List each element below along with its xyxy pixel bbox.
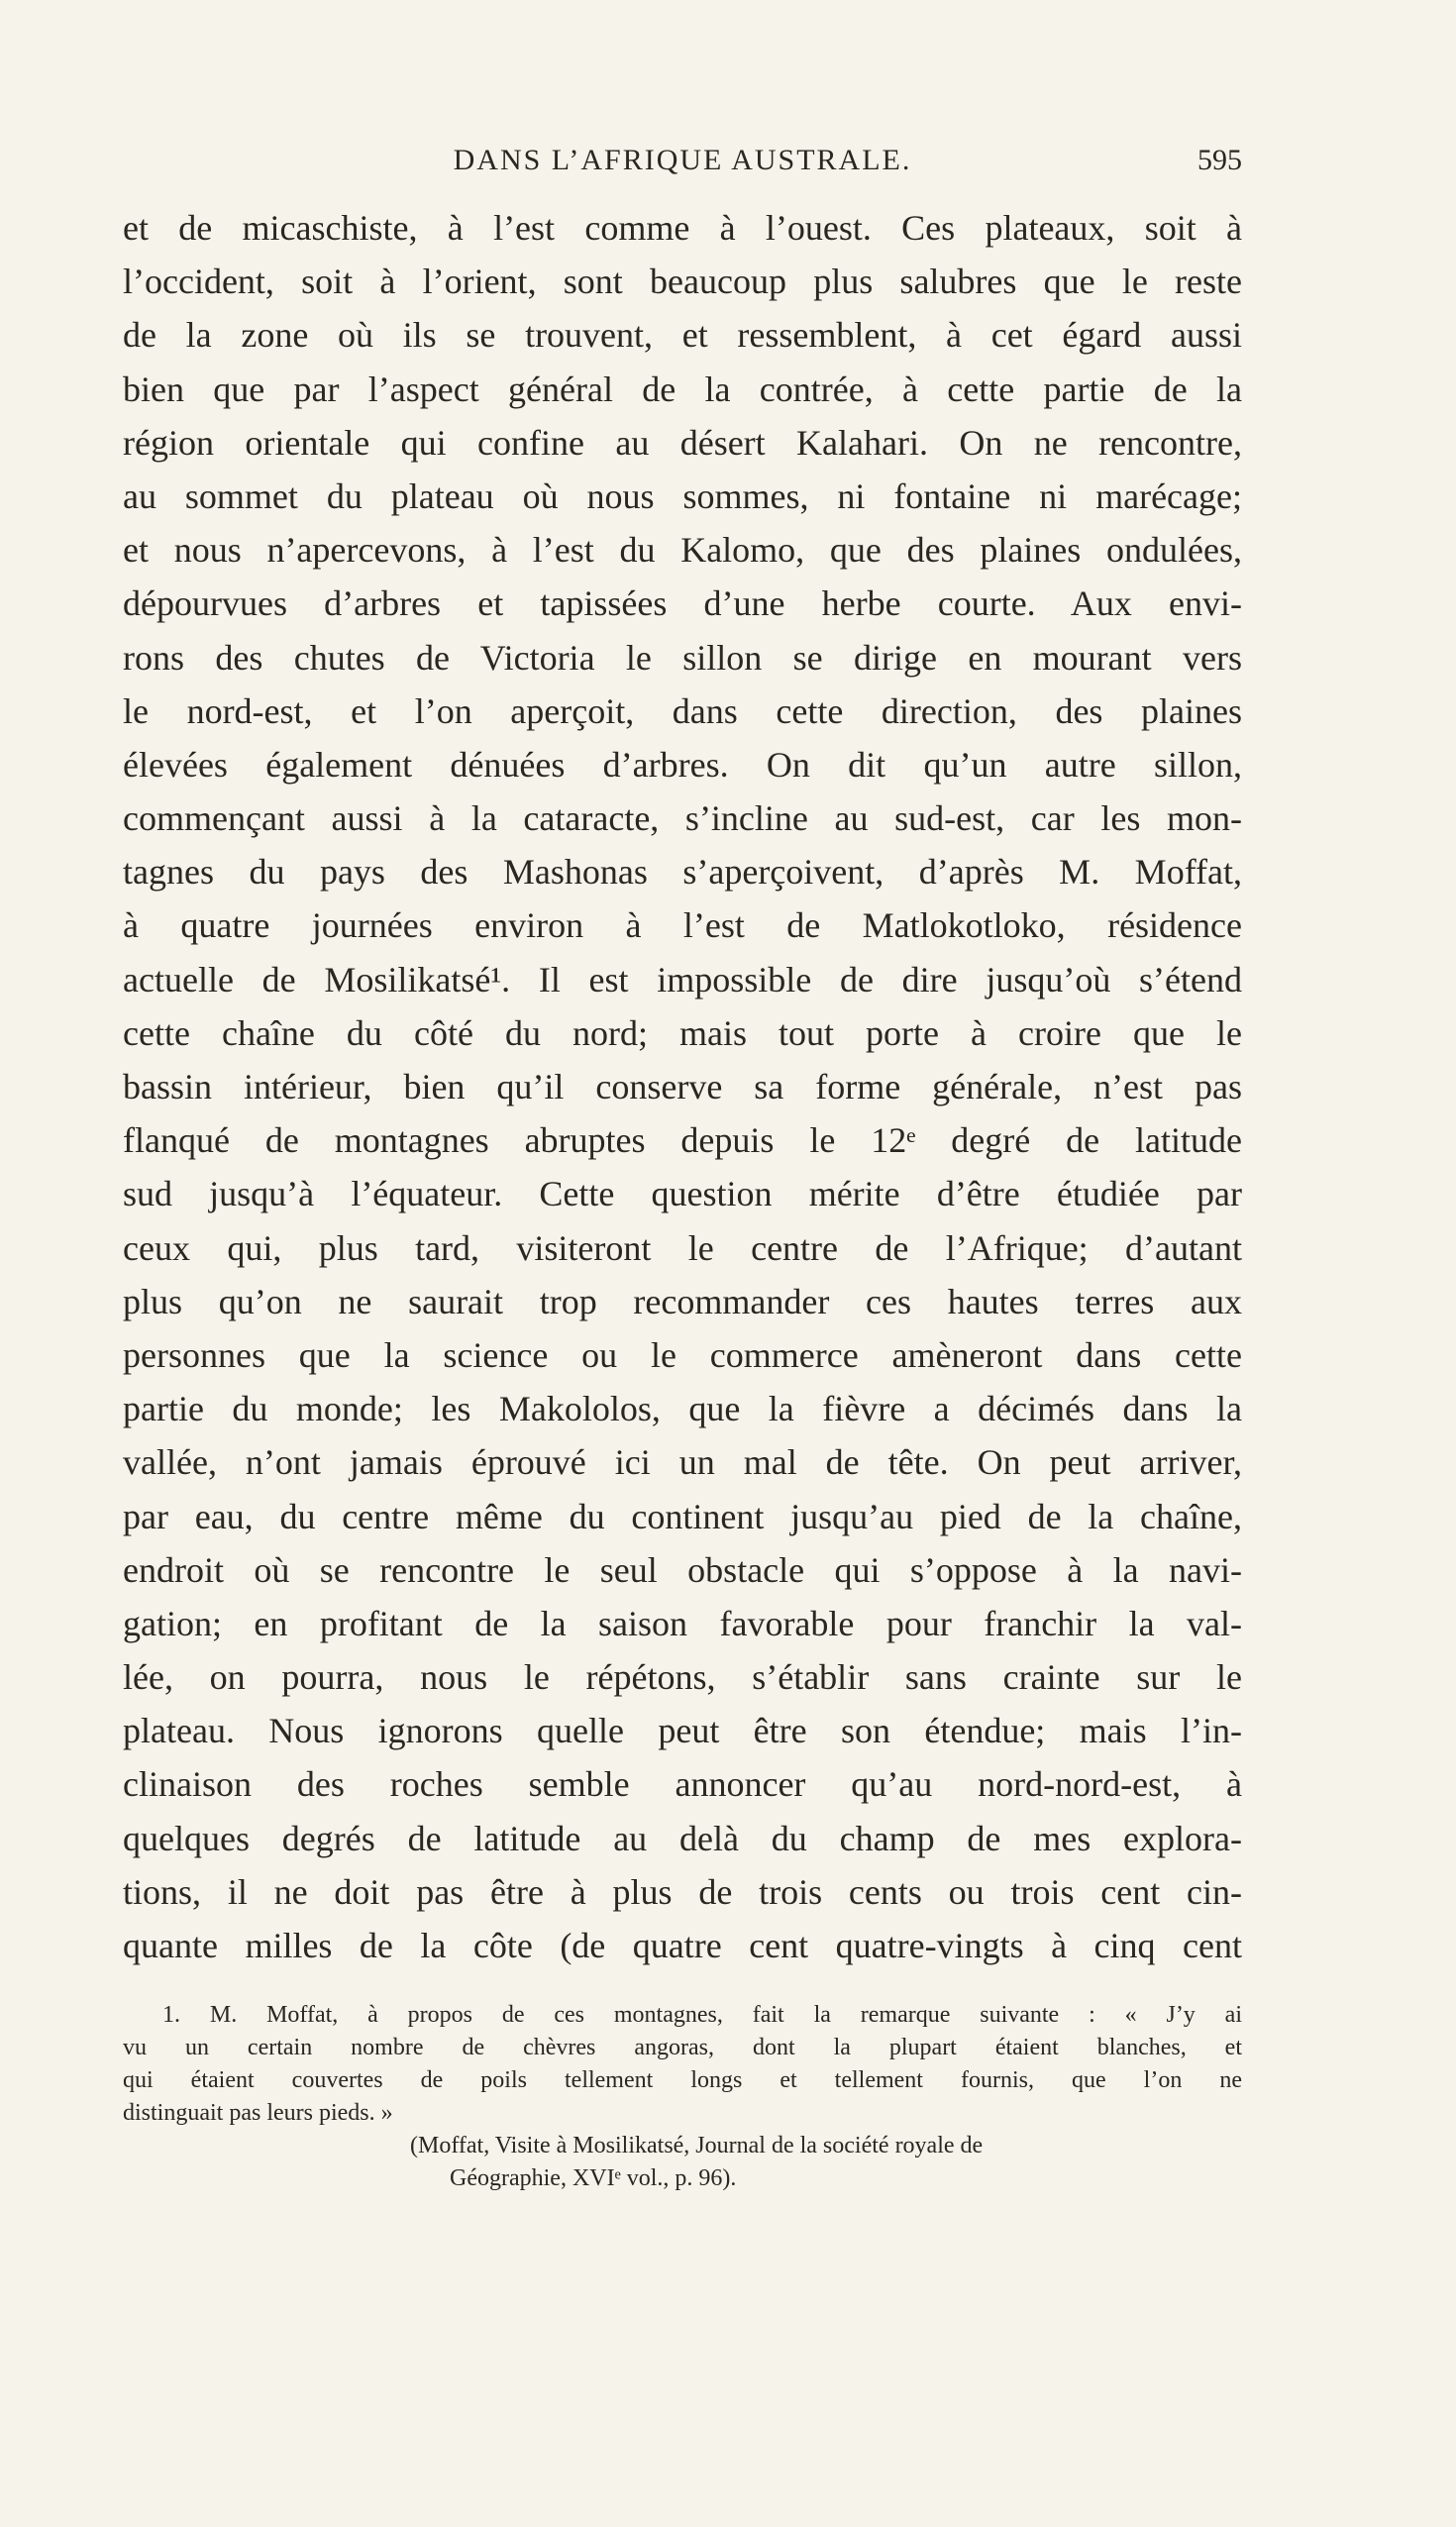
footnote-line: qui étaient couvertes de poils tellement longs et tellement fournis, que l’on ne: [123, 2067, 1242, 2093]
text-line: ceux qui, plus tard, visiteront le centre de l’Afrique; d’autant: [123, 1227, 1242, 1268]
footnote: [123, 1999, 1242, 2195]
text-line: gation; en profitant de la saison favorable pour franchir la val-: [123, 1603, 1242, 1643]
text-line: quante milles de la côte (de quatre cent quatre-vingts à cinq cent: [123, 1926, 1242, 1965]
text-line: par eau, du centre même du continent jusqu’au pied de la chaîne,: [123, 1496, 1242, 1536]
text-line: partie du monde; les Makololos, que la fièvre a décimés dans la: [123, 1389, 1242, 1429]
footnote-line: distinguait pas leurs pieds. »: [123, 2100, 393, 2126]
text-line: l’occident, soit à l’orient, sont beaucoup plus salubres que le reste: [123, 262, 1242, 302]
text-line: tagnes du pays des Mashonas s’aperçoivent, d’après M. Moffat,: [123, 852, 1242, 893]
text-line: cette chaîne du côté du nord; mais tout porte à croire que le: [123, 1012, 1242, 1053]
text-line: personnes que la science ou le commerce amèneront dans cette: [123, 1334, 1242, 1375]
footnote-citation-line: Géographie, XVIᵉ vol., p. 96).: [450, 2165, 737, 2191]
text-line: actuelle de Mosilikatsé¹. Il est impossible de dire jusqu’où s’étend: [123, 959, 1242, 1000]
text-line: flanqué de montagnes abruptes depuis le 12ᵉ degré de latitude: [123, 1120, 1242, 1161]
text-line: clinaison des roches semble annoncer qu’au nord-nord-est, à: [123, 1764, 1242, 1805]
text-line: région orientale qui confine au désert Kalahari. On ne rencontre,: [123, 422, 1242, 463]
text-line: et de micaschiste, à l’est comme à l’ouest. Ces plateaux, soit à: [123, 208, 1242, 248]
text-line: au sommet du plateau où nous sommes, ni fontaine ni marécage;: [123, 475, 1242, 516]
text-line: bien que par l’aspect général de la contrée, à cette partie de la: [123, 369, 1242, 409]
page-number: 595: [1197, 144, 1242, 176]
running-title: DANS L’AFRIQUE AUSTRALE.: [453, 144, 912, 176]
text-line: plateau. Nous ignorons quelle peut être son étendue; mais l’in-: [123, 1711, 1242, 1751]
text-line: plus qu’on ne saurait trop recommander ces hautes terres aux: [123, 1281, 1242, 1321]
body-text: [123, 201, 1242, 1972]
text-line: tions, il ne doit pas être à plus de trois cents ou trois cent cin-: [123, 1871, 1242, 1912]
text-line: le nord-est, et l’on aperçoit, dans cette direction, des plaines: [123, 690, 1242, 731]
text-line: commençant aussi à la cataracte, s’incline au sud-est, car les mon-: [123, 798, 1242, 839]
text-line: à quatre journées environ à l’est de Matlokotloko, résidence: [123, 905, 1242, 946]
text-line: dépourvues d’arbres et tapissées d’une herbe courte. Aux envi-: [123, 583, 1242, 624]
text-line: et nous n’apercevons, à l’est du Kalomo, que des plaines ondulées,: [123, 530, 1242, 571]
text-line: endroit où se rencontre le seul obstacle qui s’oppose à la navi-: [123, 1549, 1242, 1590]
text-line: vallée, n’ont jamais éprouvé ici un mal de tête. On peut arriver,: [123, 1442, 1242, 1483]
running-header: [123, 144, 1242, 183]
text-line: de la zone où ils se trouvent, et ressemblent, à cet égard aussi: [123, 315, 1242, 356]
text-line: quelques degrés de latitude au delà du champ de mes explora-: [123, 1818, 1242, 1858]
footnote-citation-line: (Moffat, Visite à Mosilikatsé, Journal de la société royale de: [410, 2133, 984, 2158]
text-line: élevées également dénuées d’arbres. On dit qu’un autre sillon,: [123, 744, 1242, 785]
footnote-line: 1. M. Moffat, à propos de ces montagnes, fait la remarque suivante : « J’y ai: [162, 2002, 1242, 2028]
text-line: lée, on pourra, nous le répétons, s’établir sans crainte sur le: [123, 1657, 1242, 1698]
footnote-line: vu un certain nombre de chèvres angoras, dont la plupart étaient blanches, et: [123, 2035, 1242, 2060]
text-line: sud jusqu’à l’équateur. Cette question mérite d’être étudiée par: [123, 1174, 1242, 1214]
text-line: bassin intérieur, bien qu’il conserve sa forme générale, n’est pas: [123, 1067, 1242, 1106]
text-line: rons des chutes de Victoria le sillon se dirige en mourant vers: [123, 637, 1242, 678]
